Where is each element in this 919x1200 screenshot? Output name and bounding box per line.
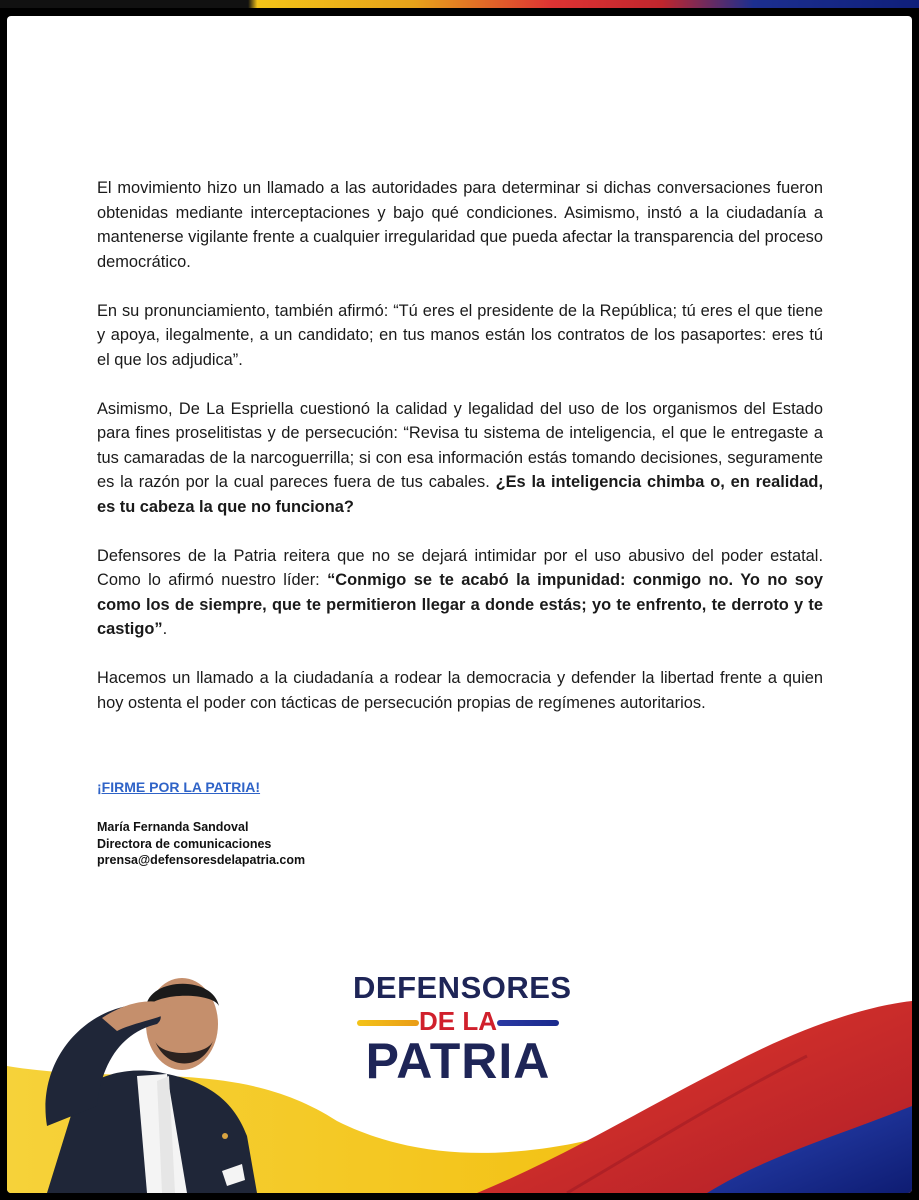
paragraph-text: Hacemos un llamado a la ciudadanía a rodear la democracia y defender la libertad frente a quien hoy ostenta el poder con tácticas de persecución propias de regímenes autoritarios. (97, 669, 823, 712)
signature-block (97, 819, 305, 869)
body-paragraph (97, 176, 823, 274)
emphasized-quote: ¿Es la inteligencia chimba o, en realidad, es tu cabeza la que no funciona? (97, 473, 823, 516)
paragraph-text: El movimiento hizo un llamado a las autoridades para determinar si dichas conversaciones fueron obtenidas mediante interceptaciones y bajo qué condiciones. Asimismo, instó a la ciudadanía a mantenerse vigilante frente a cualquier irregularidad que pueda afectar la transparencia del proceso democrático. (97, 179, 823, 271)
emphasized-quote: “Conmigo se te acabó la impunidad: conmigo no. Yo no soy como los de siempre, que te permitieron llegar a donde estás; yo te enfrento, te derroto y te castigo” (97, 571, 823, 638)
press-release-body (97, 176, 823, 740)
paragraph-text: Defensores de la Patria reitera que no se dejará intimidar por el uso abusivo del poder estatal. Como lo afirmó nuestro líder: (97, 546, 823, 589)
body-paragraph (97, 544, 823, 642)
logo-line-defensores: DEFENSORES (353, 970, 572, 1005)
body-paragraph (97, 397, 823, 520)
firme-por-la-patria-link[interactable]: ¡FIRME POR LA PATRIA! (97, 779, 261, 795)
signature-name: María Fernanda Sandoval (97, 820, 249, 834)
logo-line-de-la: DE LA (419, 1006, 497, 1036)
body-paragraph (97, 666, 823, 715)
logo-middle-row (353, 1006, 563, 1036)
logo-blue-bar (497, 1020, 559, 1026)
paragraph-text: En su pronunciamiento, también afirmó: “Tú eres el presidente de la República; tú eres el que tiene y apoya, ilegalmente, a un candidato; en tus manos están los contratos de los pasaportes: eres tú el que los adjudica”. (97, 301, 823, 369)
signature-role: Directora de comunicaciones (97, 836, 272, 851)
logo-line-patria: PATRIA (365, 1033, 551, 1089)
body-paragraph (97, 299, 823, 373)
signature-email: prensa@defensoresdelapatria.com (97, 853, 306, 867)
paragraph-text: . (162, 620, 168, 638)
defensores-de-la-patria-logo (353, 970, 572, 1089)
top-flag-strip (0, 0, 919, 8)
paragraph-text: Asimismo, De La Espriella cuestionó la calidad y legalidad del uso de los organismos del Estado para fines proselitistas y de persecución: “Revisa tu sistema de inteligencia, el que le entregaste a tus camaradas de la narcoguerrilla; si con esa información estás tomando decisiones, seguramente es la razón por la cual pareces fuera de tus cabales. (97, 399, 823, 491)
press-release-sheet (7, 16, 912, 1193)
